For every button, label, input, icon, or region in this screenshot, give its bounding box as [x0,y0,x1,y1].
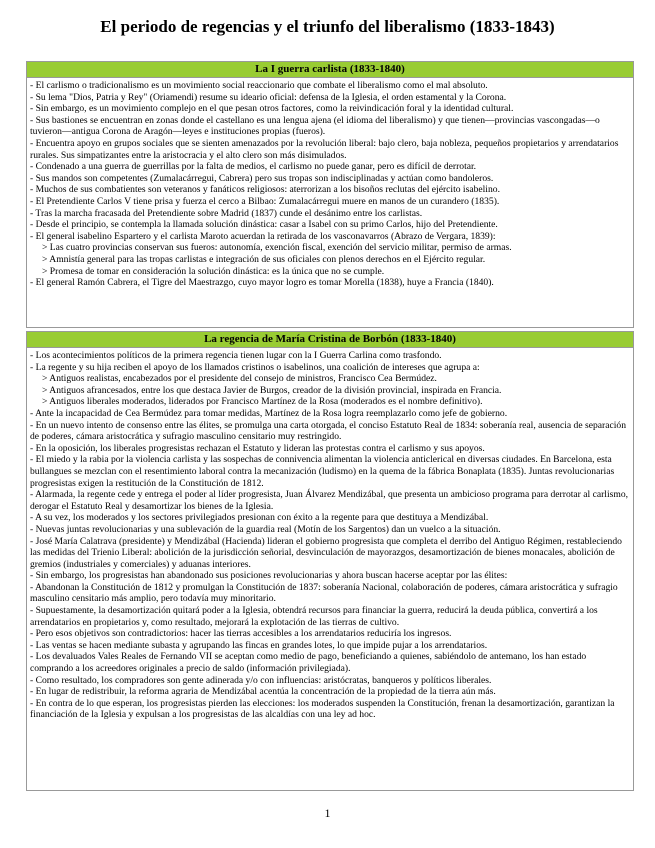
text-line: - Nuevas juntas revolucionarias y una sublevación de la guardia real (Motín de los Sargentos) dan un vuelco a la situación. [30,523,501,535]
text-line: - Alarmada, la regente cede y entrega el poder al líder progresista, Juan Álvarez Mendizábal, que presenta un ambicioso programa para derrotar al carlismo, derogar el Estatuto Real y desamortizar los bienes de la Iglesia. [30,489,629,512]
section-body [27,78,633,289]
text-line: - La regente y su hija reciben el apoyo de los llamados cristinos o isabelinos, una coalición de intereses que agrupa a: [30,361,480,373]
text-line: - En la oposición, los liberales progresistas rechazan el Estatuto y lideran las protestas contra el carlismo y sus apoyos. [30,442,485,454]
text-line: - Como resultado, los compradores son gente adinerada y/o con influencias: aristócratas, banqueros y políticos liberales. [30,674,492,686]
text-line: > Antiguos liberales moderados, liderados por Francisco Martínez de la Rosa (moderados es el nombre definitivo). [42,396,483,408]
text-line: - El general isabelino Espartero y el carlista Maroto acuerdan la retirada de los vasconavarros (Abrazo de Vergara, 1839): [30,230,496,242]
text-line: - En contra de lo que esperan, los progresistas pierden las elecciones: los moderados suspenden la Constitución, frenan la desamortización, garantizan la financiación de la Iglesia y expulsan a los progresistas de las alcaldías con una ley ad hoc. [30,697,615,721]
section-regency [26,331,634,791]
section-carlist-war [26,61,634,328]
text-line: > Antiguos realistas, encabezados por el presidente del consejo de ministros, Francisco Cea Bermúdez. [42,373,437,385]
text-line: > Antiguos afrancesados, entre los que destaca Javier de Burgos, creador de la división provincial, inspirada en Francia. [42,384,502,396]
text-line: - Sin embargo, los progresistas han abandonado sus posiciones revolucionarias y ahora buscan hacerse aceptar por las élites: [30,570,508,582]
text-line: - El general Ramón Cabrera, el Tigre del Maestrazgo, cuyo mayor logro es tomar Morella (1838), huye a Francia (1840). [30,277,494,289]
text-line: - En lugar de redistribuir, la reforma agraria de Mendizábal acentúa la concentración de la propiedad de la tierra aún más. [30,686,496,698]
text-line: - Sin embargo, es un movimiento complejo en el que pesan otros factores, como la reivindicación foral y la identidad cultural. [30,103,514,115]
text-line: - Su lema "Dios, Patria y Rey" (Oriamendi) resume su ideario oficial: defensa de la Iglesia, el orden estamental y la Corona. [30,91,507,103]
text-line: - Muchos de sus combatientes son veteranos y fanáticos religiosos: aterrorizan a los bisoños reclutas del ejército isabelino. [30,184,500,196]
text-line: - Las ventas se hacen mediante subasta y agrupando las fincas en grandes lotes, lo que impide pujar a los arrendatarios. [30,639,488,651]
text-line: - Pero esos objetivos son contradictorios: hacer las tierras accesibles a los arrendatarios reduciría los ingresos. [30,628,452,640]
text-line: - José María Calatrava (presidente) y Mendizábal (Hacienda) lideran el gobierno progresista que completa el derribo del Antiguo Régimen, restableciendo las medidas del Trienio Liberal: abolición de la jurisdicción señorial, desvinculación de mayorazgos, desamortización de bienes monacales, abolición de gremios (industriales y comerciales) y aduanas interiores. [30,535,622,570]
text-line: > Las cuatro provincias conservan sus fueros: autonomía, exención fiscal, exención del servicio militar, permiso de armas. [42,242,512,254]
text-line: - Tras la marcha fracasada del Pretendiente sobre Madrid (1837) cunde el desánimo entre los carlistas. [30,207,423,219]
text-line: - Ante la incapacidad de Cea Bermúdez para tomar medidas, Martínez de la Rosa logra reemplazarlo como jefe de gobierno. [30,407,508,419]
text-line: - Condenado a una guerra de guerrillas por la falta de medios, el carlismo no puede ganar, pero es difícil de derrotar. [30,161,477,173]
page-number: 1 [324,806,331,820]
text-line: - Encuentra apoyo en grupos sociales que se sienten amenazados por la revolución liberal: bajo clero, baja nobleza, pequeños propietarios y arrendatarios rurales. Sus simpatizantes entre la aristocracia y el alto clero son más disimulados. [30,137,619,161]
text-line: - El miedo y la rabia por la violencia carlista y las sospechas de connivencia alimentan la violencia anticlerical en diversas ciudades. En Barcelona, esta bullangues se mezclan con el resentimiento laboral contra la mecanización (ludismo) en la quema de la fábrica Bonaplata (1835). Juntas revolucionarias progresistas exigen la restitución de la Constitución de 1812. [30,454,615,489]
text-line: > Amnistía general para las tropas carlistas e integración de sus oficiales con plenos derechos en el Ejército regular. [42,253,486,265]
text-line: - Desde el principio, se contempla la llamada solución dinástica: casar a Isabel con su primo Carlos, hijo del Pretendiente. [30,219,498,231]
section-heading: La I guerra carlista (1833-1840) [27,62,633,78]
section-body [27,348,633,721]
text-line: - El Pretendiente Carlos V tiene prisa y fuerza el cerco a Bilbao: Zumalacárregui muere en manos de un curandero (1835). [30,195,500,207]
text-line: - A su vez, los moderados y los sectores privilegiados presionan con éxito a la regente para que destituya a Mendizábal. [30,512,489,524]
text-line: - En un nuevo intento de consenso entre las élites, se promulga una carta otorgada, el conciso Estatuto Real de 1834: soberanía real, ausencia de separación de poderes, cámara aristocrática y sufragio masculino censitario muy restringido. [30,419,627,443]
text-line: - Sus mandos son competentes (Zumalacárregui, Cabrera) pero sus tropas son indisciplinadas y actúan como bandoleros. [30,172,494,184]
text-line: - Abandonan la Constitución de 1812 y promulgan la Constitución de 1837: soberanía Nacional, colaboración de poderes, cámara aristocrática y sufragio masculino censitario más amplio, pero todavía muy minoritario. [30,581,618,605]
text-line: > Promesa de tomar en consideración la solución dinástica: es la única que no se cumple. [42,265,385,277]
page-title: El periodo de regencias y el triunfo del liberalismo (1833-1843) [100,17,555,36]
text-line: - Los devaluados Vales Reales de Fernando VII se aceptan como medio de pago, beneficiando a quienes, sabiéndolo de antemano, los han estado comprando a los acreedores originales a precio de saldo (información privilegiada). [30,651,587,675]
text-line: - Supuestamente, la desamortización quitará poder a la Iglesia, obtendrá recursos para financiar la guerra, reducirá la deuda pública, convertirá a los arrendatarios en propietarios y, como resultado, mejorará la explotación de las tierras de cultivo. [30,605,598,628]
text-line: - Los acontecimientos políticos de la primera regencia tienen lugar con la I Guerra Carlina como trasfondo. [30,350,442,361]
text-line: - El carlismo o tradicionalismo es un movimiento social reaccionario que combate el liberalismo como el mal absoluto. [30,80,488,91]
text-line: - Sus bastiones se encuentran en zonas donde el castellano es una lengua ajena (el idioma del liberalismo) y que tienen—provincias vascongadas—o tuvieron—antigua Corona de Aragón—leyes e instituciones propias (fueros). [30,114,600,138]
section-heading: La regencia de María Cristina de Borbón (1833-1840) [27,332,633,348]
